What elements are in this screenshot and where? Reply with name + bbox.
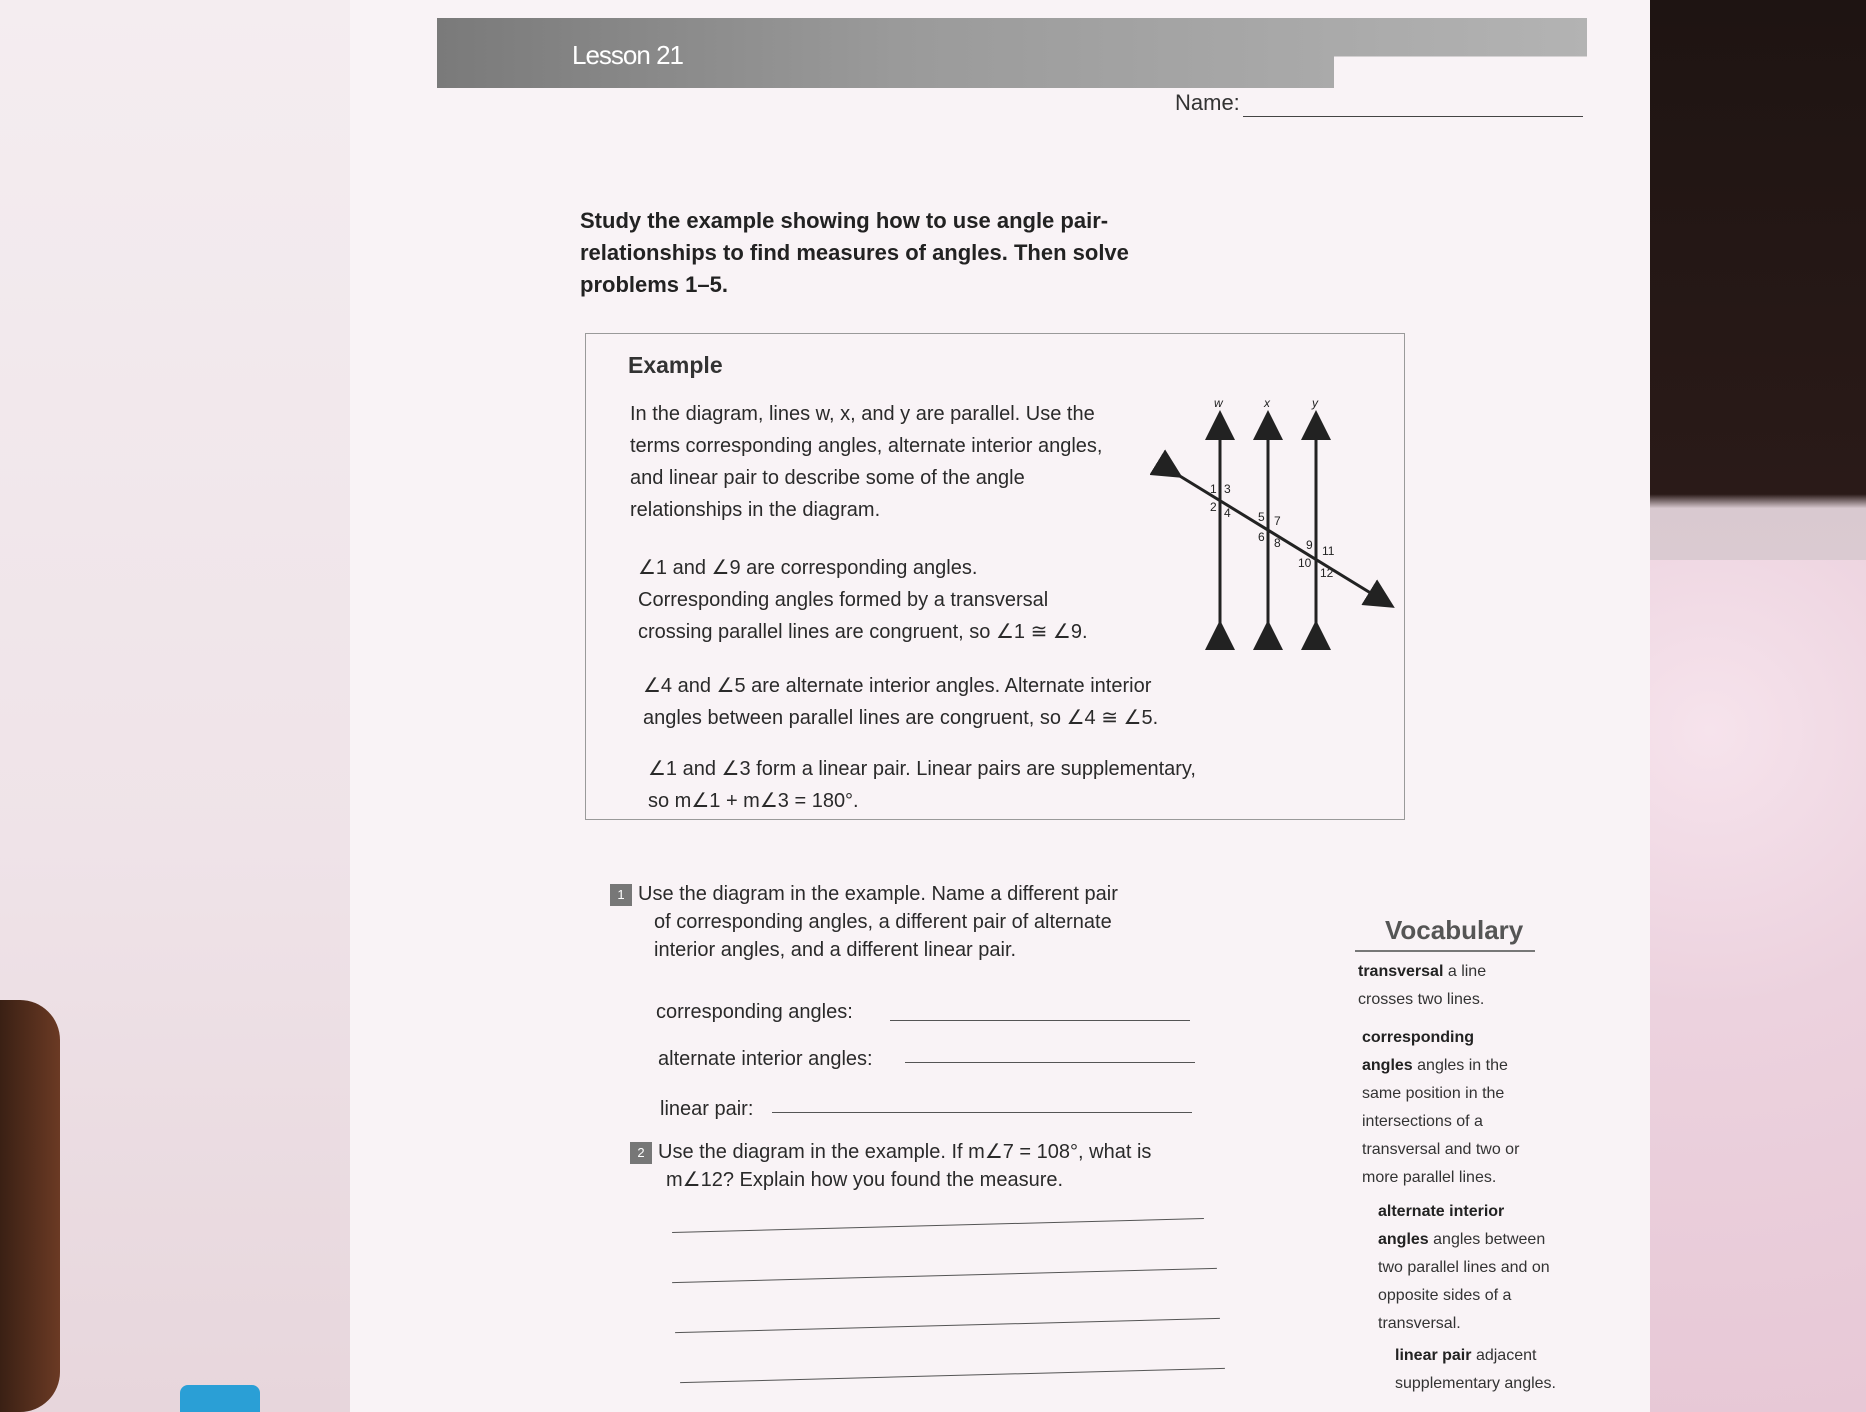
example-paragraph-4 [648, 753, 1196, 817]
example-title: Example [628, 352, 723, 378]
text-line: ∠1 and ∠9 are corresponding angles. [638, 557, 978, 579]
vocabulary-title: Vocabulary [1385, 915, 1524, 945]
vocab-entry-linear-pair: linear pair adjacent supplementary angles. [1395, 1347, 1556, 1392]
text-line: Corresponding angles formed by a transversal [638, 589, 1049, 611]
vocab-entry-alternate-interior: alternate interior angles angles between two parallel lines and on opposite sides of a transversal. [1378, 1203, 1550, 1332]
angle-label: 10 [1298, 556, 1312, 570]
line-label-y: y [1312, 396, 1318, 410]
name-field[interactable] [1243, 116, 1583, 117]
vocab-entry-corresponding: corresponding angles angles in the same position in the intersections of a transversal and two or more parallel lines. [1362, 1029, 1520, 1186]
problem-2-line: 2 Use the diagram in the example. If m∠7 = 108°, what is [630, 1138, 1151, 1166]
transversal [1170, 470, 1382, 600]
line-label-x: x [1264, 396, 1270, 410]
problem-1-line: interior angles, and a different linear pair. [654, 939, 1017, 961]
angle-label: 12 [1320, 566, 1334, 580]
instructions-line: relationships to find measures of angles. Then solve [580, 240, 1129, 265]
problem-2 [630, 1138, 1151, 1194]
problem-1 [610, 880, 1118, 964]
instructions-line: Study the example showing how to use angle pair- [580, 208, 1109, 233]
vocab-term: angles [1378, 1231, 1429, 1248]
vocab-term: alternate interior [1378, 1203, 1505, 1220]
angle-label: 9 [1306, 538, 1313, 552]
blue-object [180, 1385, 260, 1412]
corresponding-label: corresponding angles: [656, 1001, 853, 1023]
problem-2-number: 2 [630, 1142, 652, 1164]
angle-label: 1 [1210, 482, 1217, 496]
name-label: Name: [1175, 90, 1240, 115]
example-paragraph-1 [630, 398, 1102, 526]
text-line: relationships in the diagram. [630, 499, 881, 521]
angle-label: 7 [1274, 514, 1281, 528]
instructions-line: problems 1–5. [580, 272, 728, 297]
corresponding-answer-line[interactable] [890, 1020, 1190, 1021]
vocab-term: corresponding [1362, 1029, 1475, 1046]
vocab-term: transversal [1358, 963, 1444, 980]
finger [0, 1000, 60, 1412]
problem-1-number: 1 [610, 884, 632, 906]
example-paragraph-3 [643, 670, 1158, 734]
parallel-lines-diagram [1150, 395, 1400, 655]
alternate-label: alternate interior angles: [658, 1048, 873, 1070]
lesson-title: Lesson 21 [572, 40, 683, 70]
linear-pair-answer-line[interactable] [772, 1112, 1192, 1113]
text-line: so m∠1 + m∠3 = 180°. [648, 790, 859, 812]
angle-label: 8 [1274, 536, 1281, 550]
problem-1-line: of corresponding angles, a different pair of alternate [654, 911, 1112, 933]
angle-label: 11 [1322, 544, 1335, 558]
text-line: In the diagram, lines w, x, and y are parallel. Use the [630, 403, 1095, 425]
angle-label: 3 [1224, 482, 1231, 496]
problem-1-line: 1 Use the diagram in the example. Name a different pair [610, 880, 1118, 908]
text-line: and linear pair to describe some of the angle [630, 467, 1025, 489]
angle-label: 4 [1224, 506, 1231, 520]
text-line: crossing parallel lines are congruent, so ∠1 ≅ ∠9. [638, 621, 1088, 643]
angle-label: 5 [1258, 510, 1265, 524]
instructions [580, 205, 1140, 301]
vocab-term: angles [1362, 1057, 1413, 1074]
text-line: ∠4 and ∠5 are alternate interior angles. Alternate interior [643, 675, 1152, 697]
example-paragraph-2 [638, 552, 1088, 648]
vocab-entry-transversal: transversal a line crosses two lines. [1358, 963, 1487, 1008]
angle-label: 2 [1210, 500, 1217, 514]
problem-2-line: m∠12? Explain how you found the measure. [666, 1169, 1064, 1191]
line-label-w: w [1214, 396, 1223, 410]
text-line: angles between parallel lines are congruent, so ∠4 ≅ ∠5. [643, 707, 1159, 729]
alternate-answer-line[interactable] [905, 1062, 1195, 1063]
linear-pair-label: linear pair: [660, 1098, 754, 1120]
vocabulary-rule [1355, 950, 1535, 952]
text-line: ∠1 and ∠3 form a linear pair. Linear pairs are supplementary, [648, 758, 1196, 780]
vocab-term: linear pair [1395, 1347, 1472, 1364]
text-line: terms corresponding angles, alternate interior angles, [630, 435, 1103, 457]
angle-label: 6 [1258, 530, 1265, 544]
